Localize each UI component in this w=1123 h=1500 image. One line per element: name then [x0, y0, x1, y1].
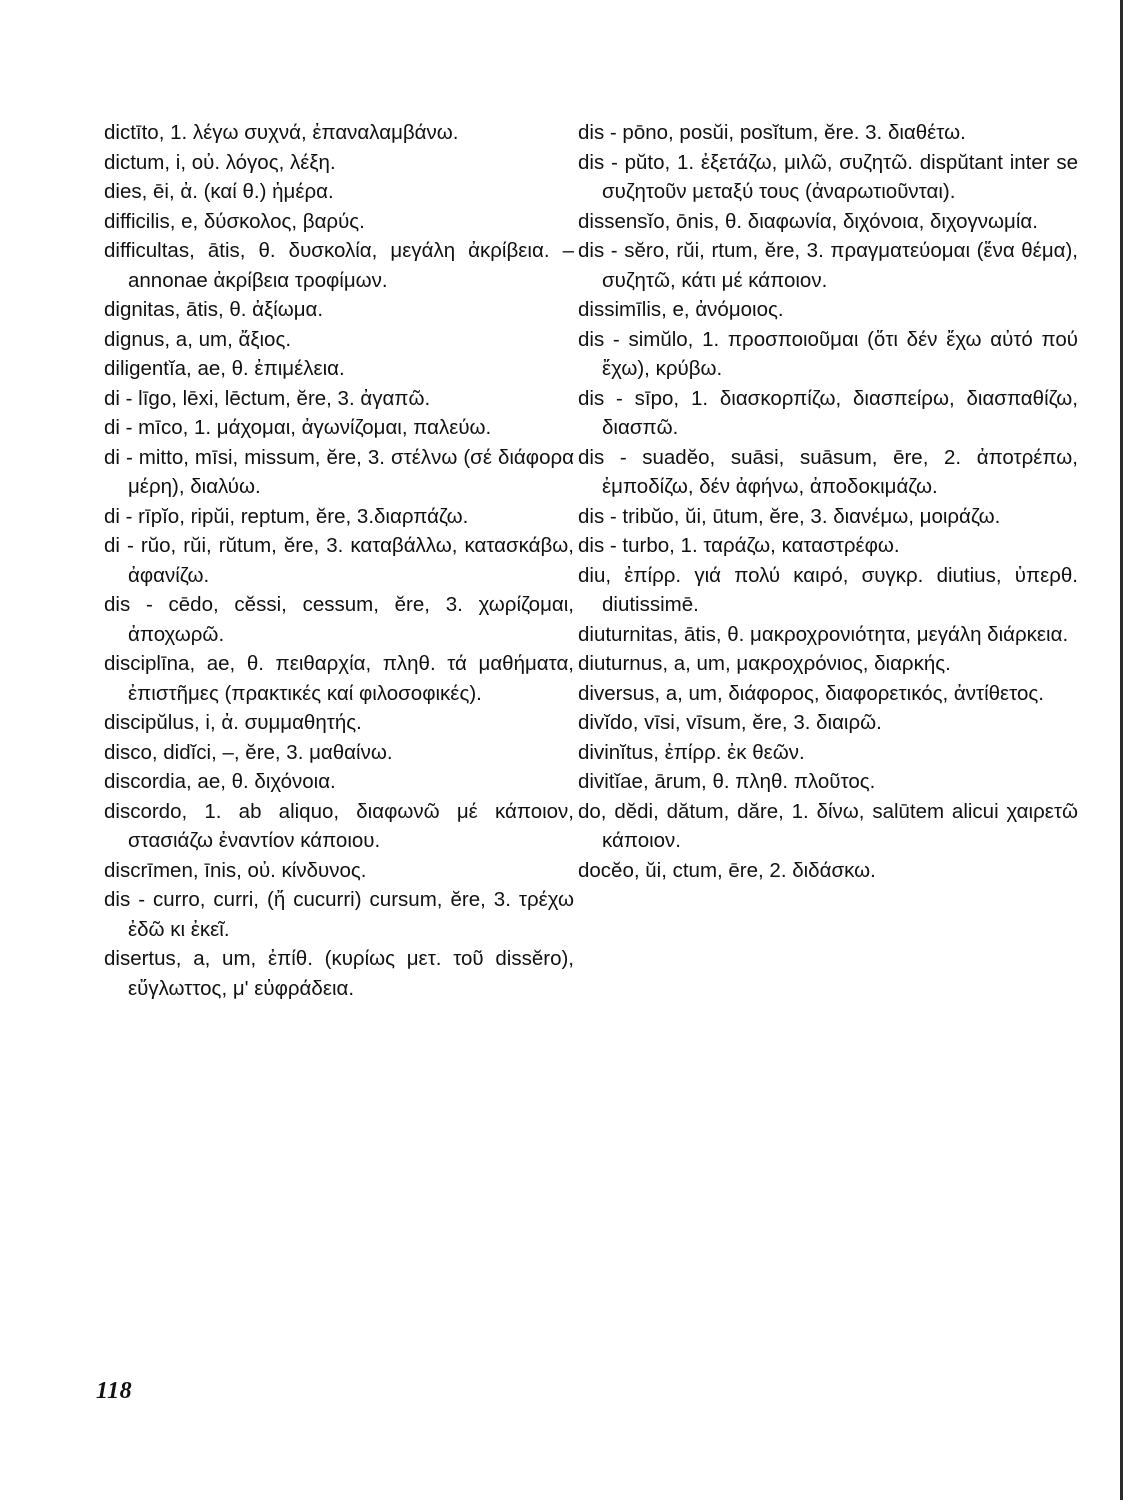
entry-diruo: di - rŭo, rŭi, rŭtum, ĕre, 3. καταβάλλω, κατασκάβω, ἀφανίζω.: [104, 534, 574, 587]
entry-divitiae: divitĭae, ārum, θ. πληθ. πλοῦτος.: [578, 770, 876, 793]
entry-distribuo: dis - tribŭo, ŭi, ūtum, ĕre, 3. διανέμω, μοιράζω.: [578, 504, 1001, 528]
entry-dies: dies, ēi, ἀ. (καί θ.) ἡμέρα.: [104, 180, 334, 203]
entry-disciplina: disciplīna, ae, θ. πειθαρχία, πληθ. τά μαθήματα, ἐπιστῆμες (πρακτικές καί φιλοσοφικές).: [104, 652, 574, 705]
entry-dissero: dis - sĕro, rŭi, rtum, ĕre, 3. πραγματεύομαι (ἕνα θέμα), συζητῶ, κάτι μέ κάποιον.: [578, 239, 1078, 292]
entry-discordo: discordo, 1. ab aliquo, διαφωνῶ μέ κάποιον, στασιάζω ἐναντίον κάποιου.: [104, 799, 574, 852]
entry-do: do, dĕdi, dătum, dăre, 1. δίνω, salūtem alicui χαιρετῶ κάποιον.: [578, 799, 1078, 852]
entry-disertus: disertus, a, um, ἐπίθ. (κυρίως μετ. τοῦ dissĕro), εὔγλωττος, μ' εὐφράδεια.: [104, 947, 574, 1000]
entry-discipulus: discipŭlus, i, ἀ. συμμαθητής.: [104, 711, 362, 734]
entry-dictito: dictīto, 1. λέγω συχνά, ἐπαναλαμβάνω.: [104, 121, 459, 144]
entry-difficultas: difficultas, ātis, θ. δυσκολία, μεγάλη ἀκρίβεια. – annonae ἀκρίβεια τροφίμων.: [104, 239, 574, 292]
page-number: 118: [96, 1378, 133, 1404]
entry-dissimulo: dis - simŭlo, 1. προσποιοῦμαι (ὅτι δέν ἔχω αὐτό πού ἔχω), κρύβω.: [578, 327, 1078, 380]
entry-discrimen: discrīmen, īnis, οὐ. κίνδυνος.: [104, 858, 367, 882]
entry-dictum: dictum, i, οὐ. λόγος, λέξη.: [104, 150, 336, 174]
entry-divido: divĭdo, vīsi, vīsum, ĕre, 3. διαιρῶ.: [578, 711, 882, 734]
entry-diu: diu, ἐπίρρ. γιά πολύ καιρό, συγκρ. diutius, ὑπερθ. diutissimē.: [578, 563, 1078, 616]
entry-discurro: dis - curro, curri, (ἤ cucurri) cursum, ĕre, 3. τρέχω ἐδῶ κι ἐκεῖ.: [104, 888, 574, 941]
entry-discordia: discordia, ae, θ. διχόνοια.: [104, 770, 336, 793]
entry-dignitas: dignitas, ātis, θ. ἀξίωμα.: [104, 298, 324, 321]
entry-disco: disco, didĭci, –, ĕre, 3. μαθαίνω.: [104, 740, 393, 764]
entry-divinitus: divinĭtus, ἐπίρρ. ἐκ θεῶν.: [578, 740, 805, 764]
entry-diligo: di - līgo, lēxi, lēctum, ĕre, 3. ἀγαπῶ.: [104, 386, 431, 410]
entry-diligentia: diligentĭa, ae, θ. ἐπιμέλεια.: [104, 357, 345, 380]
entry-dissuadeo: dis - suadĕo, suāsi, suāsum, ēre, 2. ἀποτρέπω, ἐμποδίζω, δέν ἀφήνω, ἀποδοκιμάζω.: [578, 445, 1078, 498]
entry-dispono: dis - pōno, posŭi, posĭtum, ĕre. 3. διαθέτω.: [578, 121, 966, 144]
entry-dimitto: di - mitto, mīsi, missum, ĕre, 3. στέλνω (σέ διάφορα μέρη), διαλύω.: [104, 445, 574, 498]
right-column: [578, 118, 1078, 885]
entry-diripio: di - rīpĭo, ripŭi, reptum, ĕre, 3.διαρπάζω.: [104, 504, 469, 528]
entry-dimico: di - mīco, 1. μάχομαι, ἀγωνίζομαι, παλεύω.: [104, 416, 492, 439]
entry-discedo: dis - cēdo, cĕssi, cessum, ĕre, 3. χωρίζομαι, ἀποχωρῶ.: [104, 593, 574, 646]
entry-diuturnus: diuturnus, a, um, μακροχρόνιος, διαρκής.: [578, 652, 951, 675]
entry-dissensio: dissensĭo, ōnis, θ. διαφωνία, διχόνοια, διχογνωμία.: [578, 209, 1038, 233]
entry-disputo: dis - pŭto, 1. ἐξετάζω, μιλῶ, συζητῶ. dispŭtant inter se συζητοῦν μεταξύ τους (ἀναρωτιοῦνται).: [578, 150, 1078, 203]
entry-disturbo: dis - turbo, 1. ταράζω, καταστρέφω.: [578, 534, 900, 557]
entry-doceo: docĕo, ŭi, ctum, ēre, 2. διδάσκω.: [578, 858, 876, 882]
entry-dissimilis: dissimīlis, e, ἀνόμοιος.: [578, 298, 784, 321]
entry-dignus: dignus, a, um, ἄξιος.: [104, 327, 292, 351]
entry-dissipo: dis - sīpo, 1. διασκορπίζω, διασπείρω, διασπαθίζω, διασπῶ.: [578, 386, 1078, 439]
entry-difficilis: difficilis, e, δύσκολος, βαρύς.: [104, 209, 365, 233]
entry-diuturnitas: diuturnitas, ātis, θ. μακροχρονιότητα, μεγάλη διάρκεια.: [578, 622, 1069, 646]
left-column: [104, 118, 574, 1003]
entry-diversus: diversus, a, um, διάφορος, διαφορετικός, ἀντίθετος.: [578, 681, 1044, 705]
